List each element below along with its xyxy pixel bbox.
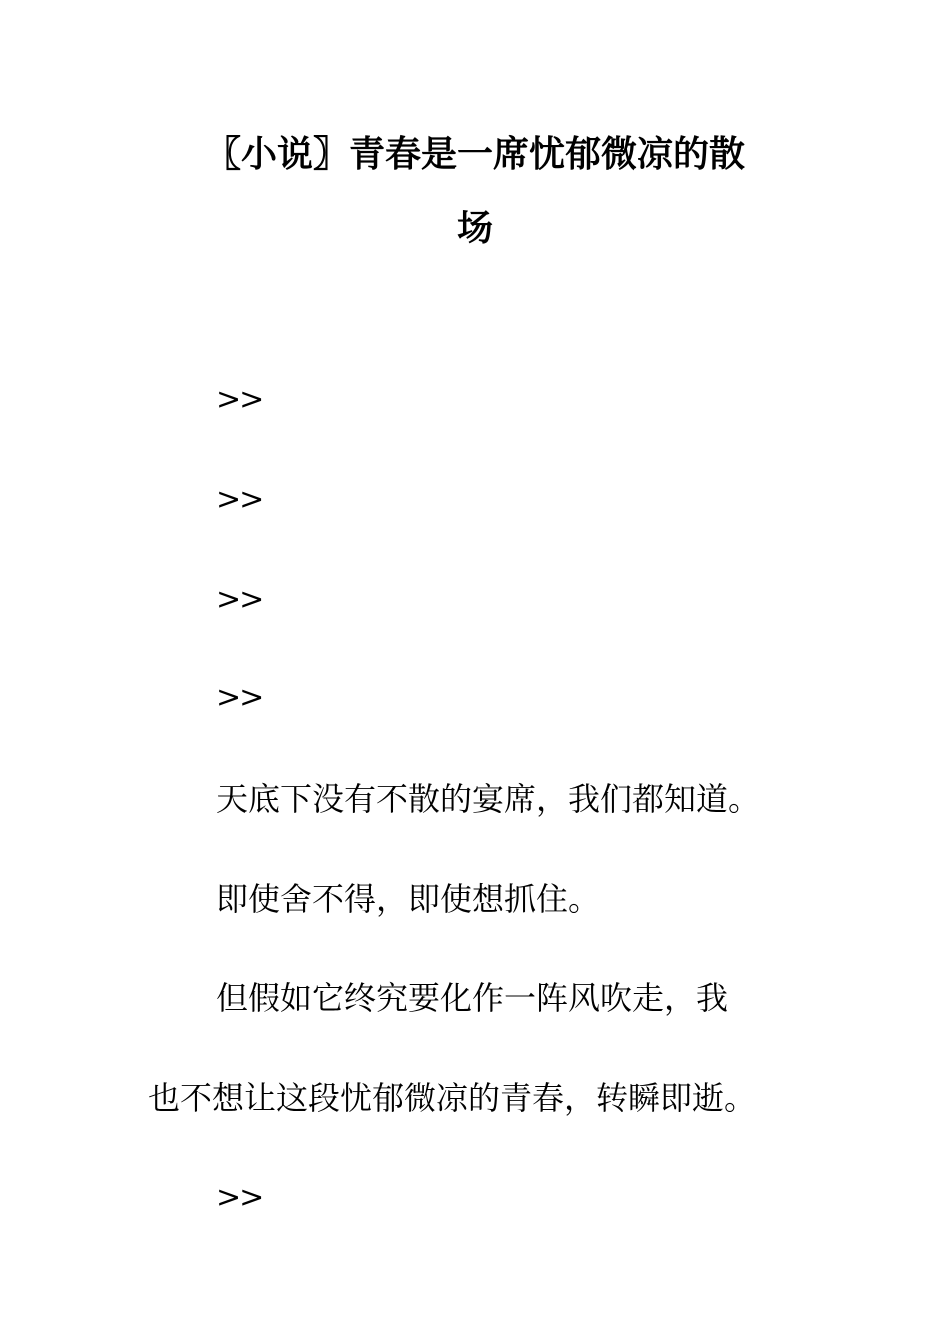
- section-marker: >>: [216, 482, 263, 517]
- body-paragraph-continuation: 也不想让这段忧郁微凉的青春，转瞬即逝。: [148, 1079, 757, 1117]
- section-marker: >>: [216, 1180, 263, 1215]
- body-paragraph: 即使舍不得，即使想抓住。: [216, 880, 601, 918]
- body-paragraph: 天底下没有不散的宴席，我们都知道。: [216, 780, 761, 818]
- body-paragraph: 但假如它终究要化作一阵风吹走，我: [216, 979, 729, 1017]
- section-marker: >>: [216, 382, 263, 417]
- section-marker: >>: [216, 680, 263, 715]
- document-title-line-2: 场: [456, 207, 493, 249]
- section-marker: >>: [216, 582, 263, 617]
- document-title-line-1: 〖小说〗青春是一席忧郁微凉的散: [204, 133, 745, 175]
